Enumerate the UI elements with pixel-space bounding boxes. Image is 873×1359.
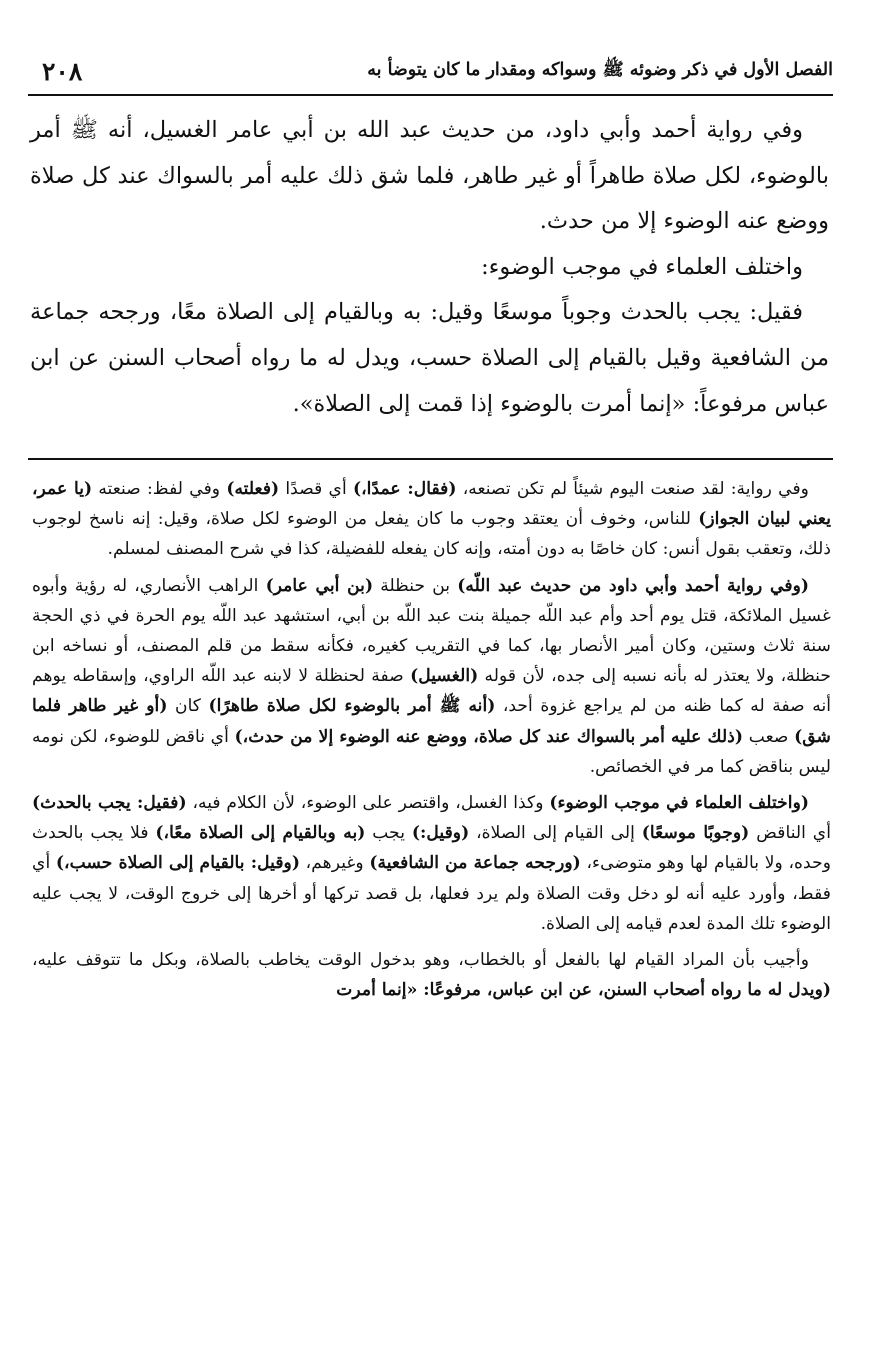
- commentary-text: إلى القيام إلى الصلاة،: [469, 823, 642, 844]
- commentary-divider: [28, 458, 833, 460]
- commentary-paragraph: [32, 945, 831, 1005]
- commentary-text: للناس، وخوف أن يعتقد وجوب ما كان يفعل من الوضوء لكل صلاة، وقيل: إنه ناسخ لوجوب ذلك، وتعقب بقول أنس: كان خاصًا به دون أمته، وإنه كان يفعله للفضيلة، كذا في شرح المصنف لمسلم.: [32, 509, 831, 560]
- quoted-matn-text: (واختلف العلماء في موجب الوضوء): [549, 793, 810, 814]
- commentary-text: صعب: [743, 726, 795, 747]
- quoted-matn-text: (ويدل له ما رواه أصحاب السنن، عن ابن عباس، مرفوعًا: «إنما أمرت: [336, 980, 831, 1001]
- quoted-matn-text: (أنه ﷺ أمر بالوضوء لكل صلاة طاهرًا): [208, 696, 496, 717]
- commentary-text: الراهب الأنصاري، له رؤية وأبوه غسيل الملائكة، قتل يوم أحد وأم عبد اللّه جميلة بنت عبد اللّه بن أبي، استشهد عبد اللّه يوم الحرة في ذي الحجة سنة ثلاث وستين، وكان أمير الأنصار بها، كما في التقريب كغيره، فكأنه سقط من قلم المصنف، أو نساخه ابن حنظلة، ولا يعتذر له بأنه نسبه إلى جده، لأن قوله: [32, 575, 831, 687]
- page-number: ٢٠٨: [42, 56, 83, 86]
- header-divider: [28, 94, 833, 96]
- quoted-matn-text: (فقال: عمدًا،): [352, 479, 457, 499]
- quoted-matn-text: (به وبالقيام إلى الصلاة معًا،): [155, 823, 366, 844]
- quoted-matn-text: (وفي رواية أحمد وأبي داود من حديث عبد اللّه): [457, 575, 809, 596]
- commentary-text: وفي لفظ: صنعته: [92, 479, 227, 499]
- commentary-text: أي فقط، وأورد عليه أنه لو دخل وقت الصلاة ولم يرد فعلها، بل قصد تركها أو أخرها إلى خروج الوقت، لا يجب عليه الوضوء تلك المدة لعدم قيامه إلى الصلاة.: [32, 853, 831, 934]
- quoted-matn-text: (ورجحه جماعة من الشافعية): [369, 853, 581, 874]
- commentary-text: يجب: [365, 823, 412, 844]
- commentary-text: وفي رواية: لقد صنعت اليوم شيئاً لم تكن تصنعه،: [456, 479, 809, 499]
- quoted-matn-text: (وقيل:): [411, 823, 470, 844]
- commentary-paragraph: [32, 474, 831, 565]
- quoted-matn-text: (فقيل: يجب بالحدث): [32, 793, 187, 814]
- commentary-text: أي ناقض للوضوء، لكن نومه ليس بناقض كما مر في الخصائص.: [32, 726, 831, 777]
- commentary-text: أي قصدًا: [279, 479, 353, 499]
- page-header: [42, 50, 833, 92]
- commentary-paragraph: [32, 571, 831, 782]
- running-title: الفصل الأول في ذكر وضوئه ﷺ وسواكه ومقدار ما كان يتوضأ به: [367, 60, 833, 80]
- commentary-paragraph: [32, 788, 831, 939]
- quoted-matn-text: (يا عمر، يعني لبيان الجواز): [32, 479, 831, 530]
- commentary-text: فلا يجب بالحدث وحده، ولا بالقيام لها وهو متوضىء،: [32, 823, 831, 874]
- main-paragraph: وفي رواية أحمد وأبي داود، من حديث عبد الله بن أبي عامر الغسيل، أنه ﷺ أمر بالوضوء، لكل صلاة طاهراً أو غير طاهر، فلما شق ذلك عليه أمر بالسواك عند كل صلاة ووضع عنه الوضوء إلا من حدث.: [30, 117, 829, 235]
- main-paragraph: فقيل: يجب بالحدث وجوباً موسعًا وقيل: به وبالقيام إلى الصلاة معًا، ورجحه جماعة من الشافعية وقيل بالقيام إلى الصلاة حسب، ويدل له ما رواه أصحاب السنن عن ابن عباس مرفوعاً: «إنما أمرت بالوضوء إذا قمت إلى الصلاة».: [30, 299, 829, 417]
- commentary-text: وغيرهم،: [299, 853, 370, 874]
- commentary-text: كان: [167, 696, 209, 717]
- quoted-matn-text: (أو غير طاهر فلما شق): [32, 696, 831, 747]
- quoted-matn-text: (وقيل: بالقيام إلى الصلاة حسب،): [55, 853, 300, 874]
- main-text: [30, 108, 829, 427]
- commentary: [32, 474, 831, 1011]
- commentary-text: وكذا الغسل، واقتصر على الوضوء، لأن الكلام فيه،: [186, 793, 550, 814]
- quoted-matn-text: (وجوبًا موسعًا): [641, 823, 750, 844]
- commentary-text: أي الناقض: [749, 823, 832, 844]
- main-paragraph: واختلف العلماء في موجب الوضوء:: [481, 253, 803, 280]
- commentary-text: وأجيب بأن المراد القيام لها بالفعل أو بالخطاب، وهو بدخول الوقت يخاطب بالصلاة، وبكل ما تتوقف عليه،: [32, 950, 809, 971]
- commentary-text: بن حنظلة: [373, 575, 458, 596]
- quoted-matn-text: (فعلته): [226, 479, 280, 499]
- quoted-matn-text: (ذلك عليه أمر بالسواك عند كل صلاة، ووضع عنه الوضوء إلا من حدث،): [234, 726, 744, 747]
- quoted-matn-text: (بن أبي عامر): [265, 575, 374, 596]
- commentary-text: صفة لحنظلة لا لابنه عبد اللّه الراوي، وإسقاطه يوهم أنه صفة له كما ظنه من لم يراجع غزوة أحد،: [32, 666, 831, 717]
- quoted-matn-text: (الغسيل): [410, 666, 479, 687]
